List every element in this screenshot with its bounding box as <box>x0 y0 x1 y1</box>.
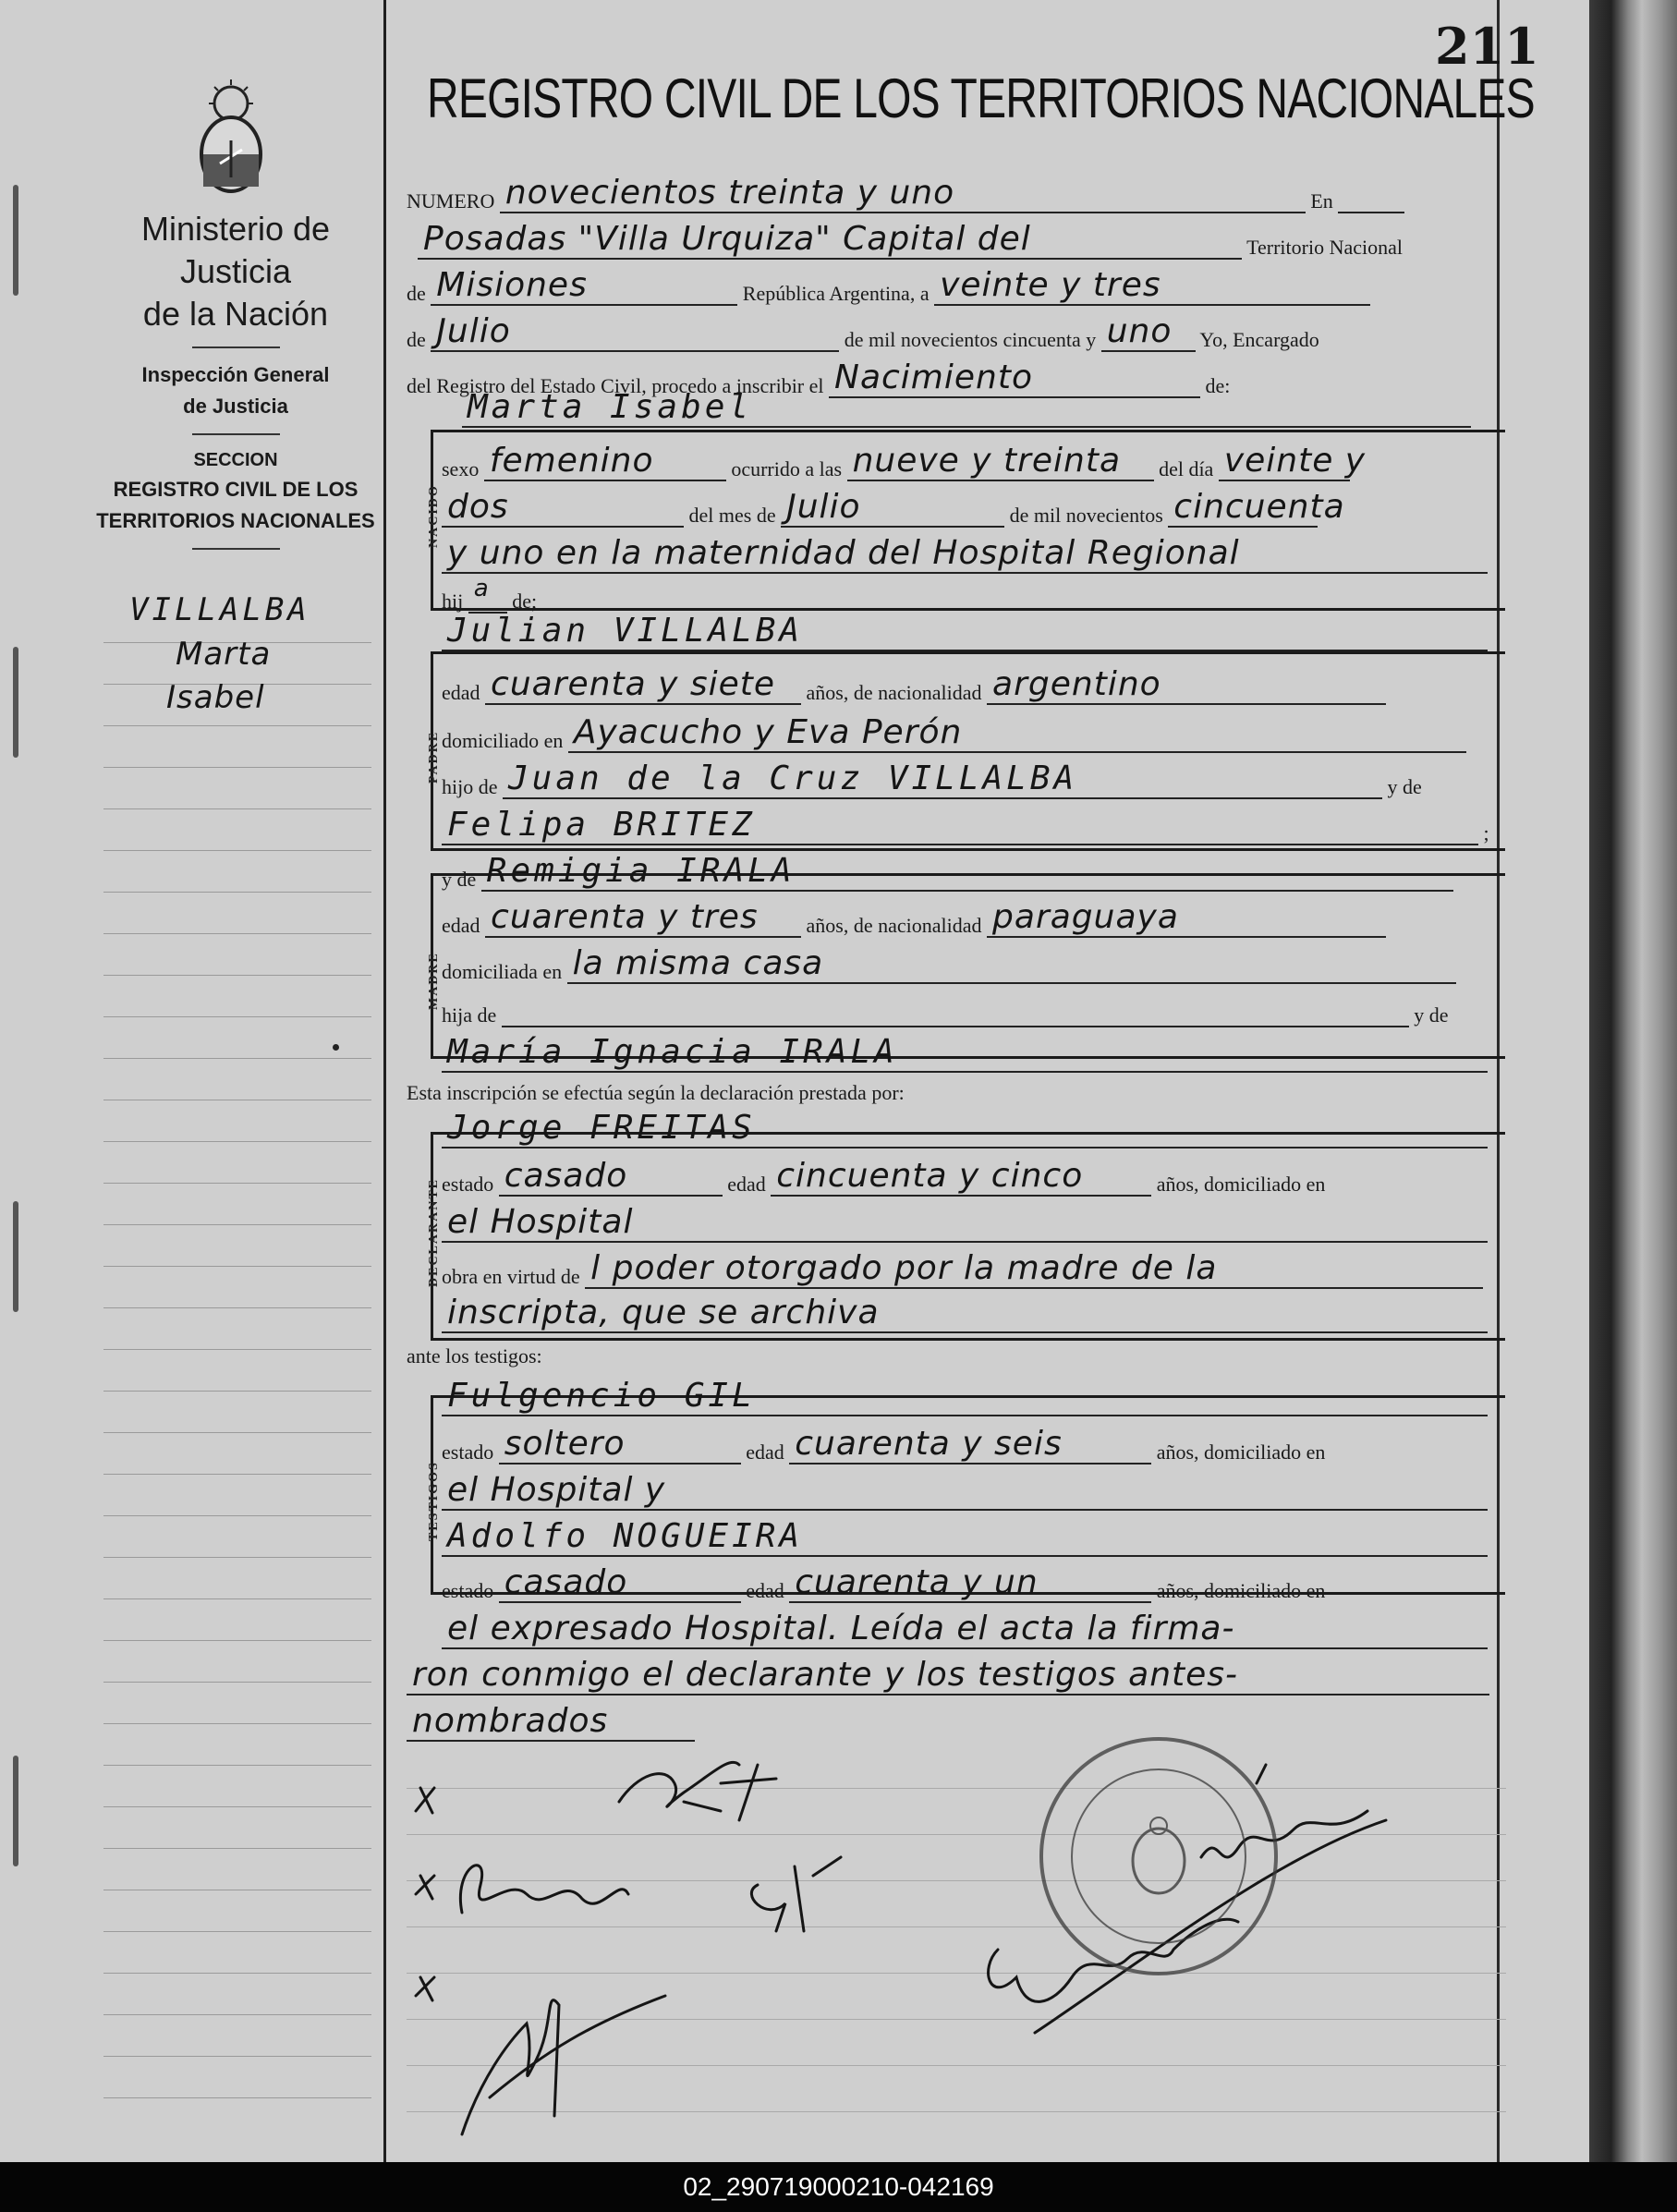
margin-given-name-1: Marta <box>176 636 272 673</box>
padre-name-row <box>442 612 1495 654</box>
testigo1-edad-value: cuarenta y seis <box>789 1425 1151 1465</box>
inspeccion-line1: Inspección General <box>141 363 330 386</box>
declaracion-label: Esta inscripción se efectúa según la declaración prestada por: <box>407 1081 905 1104</box>
day-value: veinte y tres <box>934 266 1370 306</box>
madre-label: MADRE <box>427 952 441 1010</box>
padre-domicilio-row <box>442 713 1495 756</box>
madre-name-row <box>442 852 1495 894</box>
t2-edad-label: edad <box>746 1579 784 1602</box>
edad-label-declarante: edad <box>727 1173 766 1196</box>
madre-domicilio-row <box>442 944 1495 987</box>
testigo1-domicilio-row <box>442 1471 1495 1513</box>
left-margin-rule <box>383 0 386 2162</box>
testigo2-name-row <box>442 1517 1495 1560</box>
testigo2-edad-value: cuarenta y un <box>789 1563 1151 1603</box>
domicilio-label: domiciliado en <box>442 729 564 752</box>
dia-value-2: dos <box>442 488 684 528</box>
place-row <box>418 220 1499 262</box>
mes-label: del mes de <box>688 504 776 527</box>
en-label: En <box>1310 189 1333 213</box>
yo-label: Yo, Encargado <box>1199 328 1319 351</box>
closing-text-2: ron conmigo el declarante y los testigos antes- <box>407 1656 1489 1695</box>
y-de-label: y de <box>1387 775 1422 798</box>
t1-edad-label: edad <box>746 1440 784 1464</box>
del-dia-label: del día <box>1159 457 1214 480</box>
edad-label: edad <box>442 681 480 704</box>
t2-domiciliado-label: años, domiciliado en <box>1156 1579 1326 1602</box>
testigo1-estado-value: soltero <box>499 1425 741 1465</box>
ministry-header <box>88 208 383 561</box>
declarante-estado-value: casado <box>499 1157 723 1197</box>
declarante-estado-row <box>442 1157 1495 1199</box>
obra-value-2: inscripta, que se archiva <box>442 1294 1488 1333</box>
padre-madre-row <box>442 806 1495 848</box>
mes-row <box>442 488 1495 530</box>
blank-line <box>1338 175 1404 213</box>
y-de-label-2: y de <box>1414 1003 1449 1027</box>
ministry-name-line2: de la Nación <box>142 295 329 333</box>
inspeccion-line2: de Justicia <box>183 395 288 418</box>
hija-value: a <box>468 575 507 614</box>
scan-footer: 02_290719000210-042169 <box>0 2162 1677 2212</box>
blank-line <box>502 989 1409 1027</box>
testigo1-name-row <box>442 1377 1495 1419</box>
divider <box>192 548 280 550</box>
testigos-intro-label: ante los testigos: <box>407 1344 542 1367</box>
divider <box>192 433 280 435</box>
padre-edad-row <box>442 665 1495 708</box>
semicolon: ; <box>1483 821 1489 845</box>
de-semicolon-label: de; <box>512 589 538 613</box>
numero-row <box>407 174 1488 216</box>
mes-value: Julio <box>781 488 1004 528</box>
closing-text-3: nombrados <box>407 1702 695 1742</box>
place-value: Posadas "Villa Urquiza" Capital del <box>418 220 1242 260</box>
testigo2-name-value: Adolfo NOGUEIRA <box>442 1517 1488 1557</box>
domiciliado-label: años, domiciliado en <box>1156 1173 1326 1196</box>
declarante-domicilio-row <box>442 1203 1495 1246</box>
testigo1-estado-row <box>442 1425 1495 1467</box>
act-value: Nacimiento <box>829 359 1200 398</box>
right-frame-line <box>1497 0 1500 2162</box>
padre-domicilio-value: Ayacucho y Eva Perón <box>568 713 1466 753</box>
t1-estado-label: estado <box>442 1440 494 1464</box>
territory-value: Misiones <box>431 266 737 306</box>
padre-nacionalidad-value: argentino <box>987 665 1386 705</box>
declarante-label: DECLARANTE <box>427 1177 441 1287</box>
hija-label: hij <box>442 589 464 613</box>
binding-mark <box>13 1201 18 1312</box>
official-stamp <box>1039 1737 1278 1975</box>
y-de-label-madre: y de <box>442 868 477 891</box>
page-number: 211 <box>1435 17 1539 76</box>
binding-mark <box>13 1756 18 1866</box>
obra-value: l poder otorgado por la madre de la <box>585 1249 1483 1289</box>
territory-row <box>407 266 1488 309</box>
month-value: Julio <box>431 312 839 352</box>
madre-domicilio-label: domiciliada en <box>442 960 563 983</box>
declarante-domicilio-value: el Hospital <box>442 1203 1488 1243</box>
numero-label: NUMERO <box>407 189 495 213</box>
divider <box>192 346 280 348</box>
national-coat-of-arms-icon <box>185 76 277 196</box>
dia-value: veinte y <box>1219 442 1350 481</box>
mil-label: de mil novecientos cincuenta y <box>844 328 1097 351</box>
closing-text-1: el expresado Hospital. Leída el acta la firma- <box>442 1610 1488 1649</box>
testigos-label: TESTIGOS <box>427 1461 441 1541</box>
ocurrido-label: ocurrido a las <box>731 457 843 480</box>
madre-hija-row <box>442 989 1495 1031</box>
document-title: REGISTRO CIVIL DE LOS TERRITORIOS NACIONALES <box>427 67 1535 129</box>
t2-estado-label: estado <box>442 1579 494 1602</box>
signatures <box>407 1746 1497 2153</box>
hija-de-label: hija de <box>442 1003 497 1027</box>
sexo-label: sexo <box>442 457 480 480</box>
year-value: uno <box>1101 312 1196 352</box>
anio-value: cincuenta <box>1168 488 1318 528</box>
testigo1-domicilio-value: el Hospital y <box>442 1471 1488 1511</box>
sexo-value: femenino <box>484 442 726 481</box>
closing-row-2 <box>407 1656 1497 1698</box>
padre-father-value: Juan de la Cruz VILLALBA <box>503 760 1382 799</box>
lugar-value: y uno en la maternidad del Hospital Regional <box>442 534 1488 574</box>
declarante-name-row <box>442 1109 1495 1151</box>
testigo2-estado-row <box>442 1563 1495 1606</box>
madre-edad-value: cuarenta y tres <box>485 898 801 938</box>
testigo2-estado-value: casado <box>499 1563 741 1603</box>
nacido-label: NACIDO <box>427 484 441 548</box>
closing-row-3 <box>407 1702 1497 1744</box>
hijo-de-label: hijo de <box>442 775 498 798</box>
binding-mark <box>13 647 18 758</box>
madre-domicilio-value: la misma casa <box>567 944 1456 984</box>
de-colon-label: de: <box>1205 374 1231 397</box>
ministry-name-line1: Ministerio de Justicia <box>140 210 331 290</box>
madre-nacionalidad-value: paraguaya <box>987 898 1386 938</box>
seccion-label: SECCION <box>193 450 278 470</box>
territorio-label: Territorio Nacional <box>1246 236 1403 259</box>
obra-label: obra en virtud de <box>442 1265 580 1288</box>
padre-edad-value: cuarenta y siete <box>485 665 801 705</box>
hora-value: nueve y treinta <box>847 442 1154 481</box>
madre-nacionalidad-label: años, de nacionalidad <box>806 914 982 937</box>
madre-mother-value: María Ignacia IRALA <box>442 1033 1488 1073</box>
mil-label-2: de mil novecientos <box>1009 504 1163 527</box>
month-row <box>407 312 1488 355</box>
closing-row-1 <box>442 1610 1495 1652</box>
madre-edad-label: edad <box>442 914 480 937</box>
declarante-obra-row <box>442 1249 1495 1292</box>
madre-edad-row <box>442 898 1495 941</box>
name-row <box>462 388 1488 431</box>
margin-given-name-2: Isabel <box>166 679 265 716</box>
nacionalidad-label: años, de nacionalidad <box>806 681 982 704</box>
t1-domiciliado-label: años, domiciliado en <box>1156 1440 1326 1464</box>
padre-hijo-row <box>442 760 1495 802</box>
binding-mark <box>13 185 18 296</box>
declarante-edad-value: cincuenta y cinco <box>771 1157 1151 1197</box>
lugar-row <box>442 534 1495 577</box>
republica-label: República Argentina, a <box>742 282 930 305</box>
book-spine <box>1589 0 1677 2162</box>
registro-line2: TERRITORIOS NACIONALES <box>96 509 375 532</box>
estado-label: estado <box>442 1173 494 1196</box>
de-label: de <box>407 282 426 305</box>
margin-surname: VILLALBA <box>129 591 310 628</box>
numero-value: novecientos treinta y uno <box>500 174 1306 213</box>
declarante-obra-row-2 <box>442 1294 1495 1336</box>
registro-line1: REGISTRO CIVIL DE LOS <box>113 478 358 501</box>
testigo1-name-value: Fulgencio GIL <box>442 1377 1488 1416</box>
padre-mother-value: Felipa BRITEZ <box>442 806 1478 845</box>
padre-label: PADRE <box>427 730 441 784</box>
madre-madre-row <box>442 1033 1495 1076</box>
sexo-row <box>442 442 1495 484</box>
ink-dot <box>333 1044 339 1051</box>
registro-label: del Registro del Estado Civil, procedo a inscribir el <box>407 374 824 397</box>
declarante-name-value: Jorge FREITAS <box>442 1109 1488 1149</box>
stamp-emblem-icon <box>1122 1815 1196 1898</box>
padre-name-value: Julian VILLALBA <box>442 612 1488 651</box>
madre-name-value: Remigia IRALA <box>481 852 1453 892</box>
de-label-2: de <box>407 328 426 351</box>
registered-name-value: Marta Isabel <box>462 388 1471 428</box>
